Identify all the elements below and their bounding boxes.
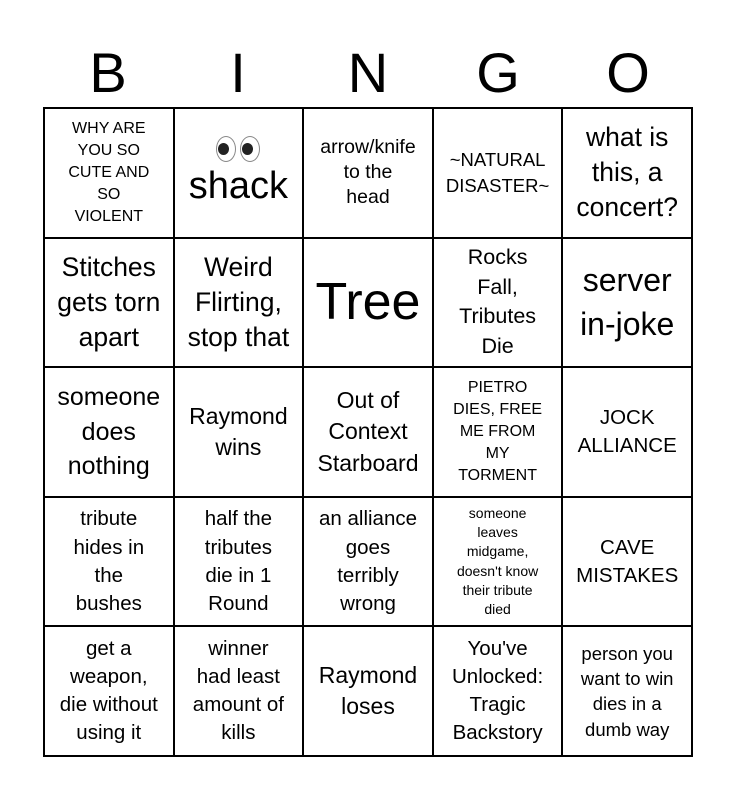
header-letter-i: I [230,41,246,104]
bingo-cell-16[interactable]: tribute hides in the bushes [44,497,174,627]
bingo-cell-23[interactable]: Raymond loses [303,626,433,756]
bingo-cell-9[interactable]: Rocks Fall, Tributes Die [433,238,563,368]
bingo-cell-25[interactable]: person you want to win dies in a dumb way [562,626,692,756]
bingo-cell-15[interactable]: JOCK ALLIANCE [562,367,692,497]
bingo-cell-5[interactable]: what is this, a concert? [562,108,692,238]
header-letter-b: B [89,41,127,104]
bingo-cell-14[interactable]: PIETRO DIES, FREE ME FROM MY TORMENT [433,367,563,497]
bingo-cell-18[interactable]: an alliance goes terribly wrong [303,497,433,627]
bingo-cell-8[interactable]: Tree [303,238,433,368]
bingo-cell-2[interactable]: shack [174,108,304,238]
bingo-cell-3[interactable]: arrow/knife to the head [303,108,433,238]
bingo-card [43,107,693,757]
header-letter-g: G [476,41,520,104]
bingo-cell-24[interactable]: You've Unlocked: Tragic Backstory [433,626,563,756]
bingo-cell-7[interactable]: Weird Flirting, stop that [174,238,304,368]
bingo-cell-10[interactable]: server in-joke [562,238,692,368]
eyes-icon [216,136,260,162]
bingo-cell-11[interactable]: someone does nothing [44,367,174,497]
header-letter-n: N [347,41,389,104]
bingo-cell-13[interactable]: Out of Context Starboard [303,367,433,497]
bingo-cell-6[interactable]: Stitches gets torn apart [44,238,174,368]
bingo-cell-20[interactable]: CAVE MISTAKES [562,497,692,627]
bingo-cell-4[interactable]: ~NATURAL DISASTER~ [433,108,563,238]
bingo-cell-17[interactable]: half the tributes die in 1 Round [174,497,304,627]
bingo-cell-21[interactable]: get a weapon, die without using it [44,626,174,756]
bingo-cell-1[interactable]: WHY ARE YOU SO CUTE AND SO VIOLENT [44,108,174,238]
bingo-cell-19[interactable]: someone leaves midgame, doesn't know their tribute died [433,497,563,627]
bingo-cell-22[interactable]: winner had least amount of kills [174,626,304,756]
bingo-cell-12[interactable]: Raymond wins [174,367,304,497]
bingo-header [43,40,693,106]
header-letter-o: O [606,41,650,104]
